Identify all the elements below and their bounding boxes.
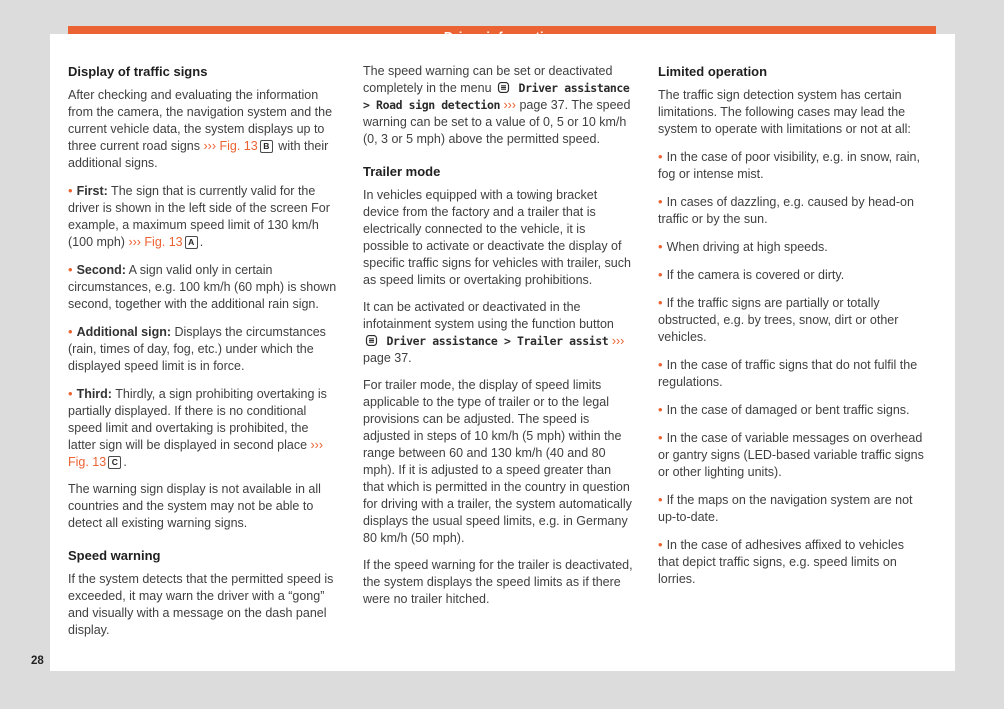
- cross-reference: ›››: [611, 334, 625, 348]
- cross-reference: ›››: [503, 98, 516, 112]
- manual-page: [50, 34, 955, 671]
- text-run: If the maps on the navigation system are not up-to-date.: [658, 493, 913, 524]
- text-run: In the case of traffic signs that do not fulfil the regulations.: [658, 358, 918, 389]
- text-run: page 37.: [363, 351, 412, 365]
- bullet-item: [658, 429, 928, 481]
- text-run: In vehicles equipped with a towing bracket device from the factory and a trailer that is electrically connected to the vehicle, it is possible to activate or deactivate the display of specific traffic signs for vehicles with trailer, such as speed limits or overtaking prohibitions.: [363, 188, 631, 287]
- text-run: Displays the circumstances (rain, times of day, fog, etc.) under which the displayed speed limit is in force.: [68, 325, 326, 373]
- bullet-item: [658, 193, 928, 228]
- text-run: In the case of damaged or bent traffic signs.: [666, 403, 910, 417]
- text-run: If the camera is covered or dirty.: [666, 268, 845, 282]
- paragraph: [68, 87, 338, 172]
- paragraph: [363, 187, 633, 289]
- section-heading: Trailer mode: [363, 164, 441, 179]
- bullet-item: [68, 261, 338, 313]
- paragraph: [363, 557, 633, 608]
- bold-label: Second:: [76, 263, 126, 277]
- text-run: For trailer mode, the display of speed limits applicable to the type of trailer or to the legal provisions can be adjusted. The speed is adjusted in steps of 10 km/h (5 mph) within the range between 60 and 130 km/h (40 and 80 mph). If it is adjusted to a speed greater than that which is permitted in the country in question for driving with a trailer, the system automatically displays the usual speed limits, e.g. in Germany 80 km/h (50 mph).: [363, 378, 632, 545]
- text-run: After checking and evaluating the information from the camera, the navigation system and the current vehicle data, the system displays up to three current road signs: [68, 88, 333, 153]
- text-run: It can be activated or deactivated in the infotainment system using the function button: [363, 300, 614, 331]
- bullet-item: [658, 266, 928, 284]
- bullet-item: [658, 491, 928, 526]
- text-run: page 37. The speed warning can be set to a value of 0, 5 or 10 km/h (0, 3 or 5 mph) above the permitted speed.: [363, 98, 631, 146]
- menu-path: Driver assistance > Trailer assist: [380, 334, 609, 348]
- bullet-item: [658, 148, 928, 183]
- bullet-item: [658, 356, 928, 391]
- column-3: [658, 63, 928, 649]
- text-run: The speed warning can be set or deactivated completely in the menu: [363, 64, 613, 95]
- menu-button-icon: [497, 82, 510, 93]
- bullet-item: [658, 401, 928, 419]
- bullet-dot: •: [658, 430, 663, 445]
- bullet-dot: •: [68, 262, 73, 277]
- bullet-dot: •: [68, 386, 73, 401]
- cross-reference: ››› Fig. 13: [128, 235, 183, 249]
- paragraph: [363, 63, 633, 148]
- bullet-dot: •: [658, 357, 663, 372]
- bullet-dot: •: [68, 324, 73, 339]
- bullet-item: [658, 536, 928, 588]
- text-run: When driving at high speeds.: [666, 240, 828, 254]
- bullet-item: [68, 323, 338, 375]
- cross-reference: ››› Fig. 13: [68, 438, 323, 469]
- text-run: A sign valid only in certain circumstances, e.g. 100 km/h (60 mph) is shown second, together with the additional rain sign.: [68, 263, 337, 311]
- bold-label: First:: [76, 184, 108, 198]
- menu-path: Driver assistance > Road sign detection: [363, 81, 630, 112]
- text-run: In the case of poor visibility, e.g. in snow, rain, fog or intense mist.: [658, 150, 920, 181]
- paragraph: [658, 87, 928, 138]
- page-number: 28: [31, 655, 44, 667]
- section-heading: Limited operation: [658, 64, 768, 79]
- section-heading: Speed warning: [68, 548, 161, 563]
- menu-button-icon: [365, 335, 378, 346]
- paragraph: [363, 299, 633, 367]
- paragraph: [363, 377, 633, 547]
- column-1: [68, 63, 338, 649]
- bullet-dot: •: [658, 149, 663, 164]
- page-columns: [68, 63, 928, 649]
- paragraph: [68, 481, 338, 532]
- bullet-dot: •: [658, 295, 663, 310]
- bullet-item: [68, 182, 338, 251]
- bullet-dot: •: [68, 183, 73, 198]
- text-run: .: [199, 235, 204, 249]
- bullet-dot: •: [658, 267, 663, 282]
- paragraph: [68, 571, 338, 639]
- text-run: In the case of variable messages on overhead or gantry signs (LED-based variable traffic signs or other lighting units).: [658, 431, 924, 479]
- bold-label: Additional sign:: [76, 325, 171, 339]
- text-run: Thirdly, a sign prohibiting overtaking is partially displayed. If there is no conditional speed limit and overtaking is prohibited, the latter sign will be displayed in second place: [68, 387, 327, 452]
- text-run: If the speed warning for the trailer is deactivated, the system displays the speed limits as if there were no trailer hitched.: [363, 558, 633, 606]
- column-2: [363, 63, 633, 649]
- bullet-dot: •: [658, 492, 663, 507]
- bullet-dot: •: [658, 194, 663, 209]
- figure-key-letter: A: [185, 236, 198, 249]
- text-run: .: [123, 455, 127, 469]
- figure-key-letter: C: [108, 456, 121, 469]
- bold-label: Third:: [76, 387, 112, 401]
- text-run: The warning sign display is not available in all countries and the system may not be able to detect all existing warning signs.: [68, 482, 321, 530]
- bullet-dot: •: [658, 402, 663, 417]
- text-run: If the traffic signs are partially or totally obstructed, e.g. by trees, snow, dirt or other vehicles.: [658, 296, 899, 344]
- bullet-item: [658, 238, 928, 256]
- text-run: with their additional signs.: [68, 139, 329, 170]
- cross-reference: ››› Fig. 13: [203, 139, 258, 153]
- section-heading: Display of traffic signs: [68, 64, 208, 79]
- text-run: The sign that is currently valid for the driver is shown in the left side of the screen For example, a maximum speed limit of 130 km/h (100 mph): [68, 184, 330, 249]
- text-run: If the system detects that the permitted speed is exceeded, it may warn the driver with a “gong” and visually with a message on the dash panel display.: [68, 572, 334, 637]
- bullet-dot: •: [658, 537, 663, 552]
- bullet-item: [68, 385, 338, 471]
- text-run: In the case of adhesives affixed to vehicles that depict traffic signs, e.g. speed limits on lorries.: [658, 538, 904, 586]
- text-run: In cases of dazzling, e.g. caused by head-on traffic or by the sun.: [658, 195, 914, 226]
- bullet-dot: •: [658, 239, 663, 254]
- figure-key-letter: B: [260, 140, 273, 153]
- bullet-item: [658, 294, 928, 346]
- text-run: The traffic sign detection system has certain limitations. The following cases may lead the system to operate with limitations or not at all:: [658, 88, 911, 136]
